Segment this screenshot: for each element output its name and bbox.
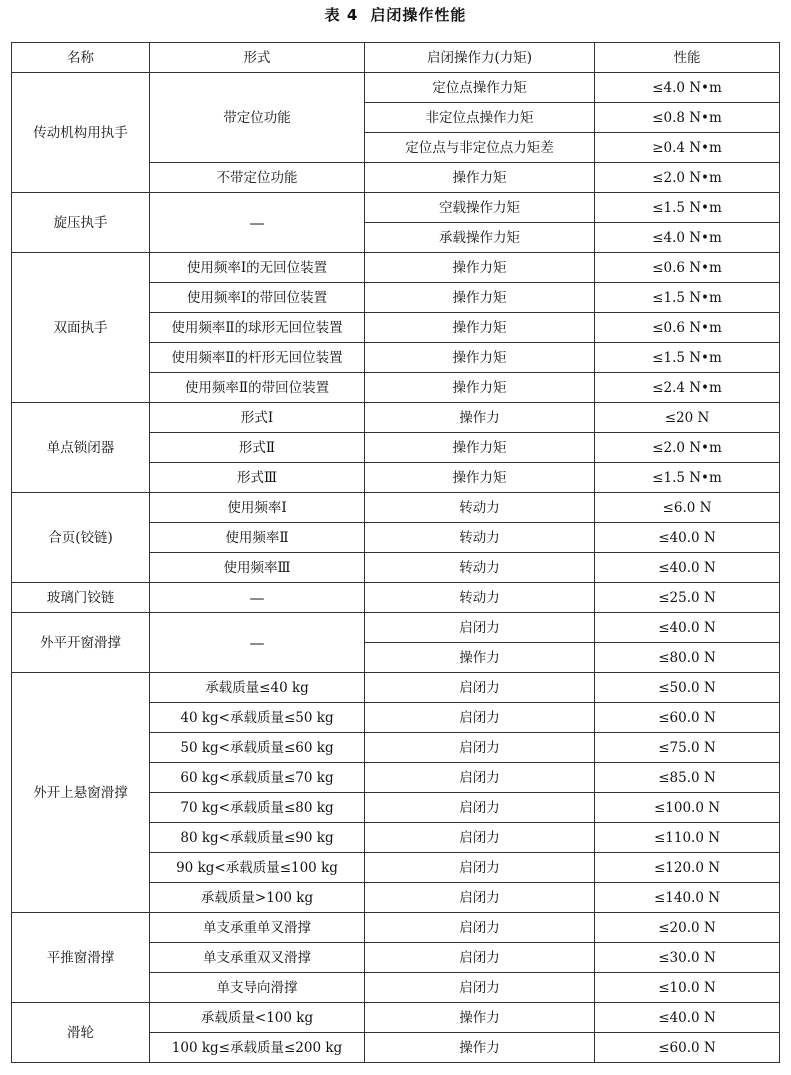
cell-force: 空载操作力矩: [365, 193, 595, 223]
header-force: 启闭操作力(力矩): [365, 43, 595, 73]
cell-force: 定位点与非定位点力矩差: [365, 133, 595, 163]
table-row: [12, 193, 780, 223]
cell-form: 不带定位功能: [150, 163, 365, 193]
cell-force: 操作力矩: [365, 253, 595, 283]
cell-form: 承载质量≤40 kg: [150, 673, 365, 703]
cell-performance: ≤10.0 N: [595, 973, 780, 1003]
cell-force: 启闭力: [365, 793, 595, 823]
cell-form: 使用频率Ⅲ: [150, 553, 365, 583]
header-name: 名称: [12, 43, 150, 73]
cell-performance: ≤4.0 N•m: [595, 73, 780, 103]
cell-name: 合页(铰链): [12, 493, 150, 583]
cell-force: 启闭力: [365, 733, 595, 763]
cell-performance: ≤60.0 N: [595, 703, 780, 733]
table-row: [12, 73, 780, 103]
cell-name: 外平开窗滑撑: [12, 613, 150, 673]
cell-force: 操作力矩: [365, 283, 595, 313]
table-row: [12, 583, 780, 613]
cell-performance: ≤0.6 N•m: [595, 253, 780, 283]
cell-form: 80 kg<承载质量≤90 kg: [150, 823, 365, 853]
cell-form: 70 kg<承载质量≤80 kg: [150, 793, 365, 823]
cell-performance: ≤40.0 N: [595, 553, 780, 583]
cell-performance: ≤40.0 N: [595, 613, 780, 643]
cell-form: 形式Ⅱ: [150, 433, 365, 463]
cell-force: 转动力: [365, 523, 595, 553]
cell-form: 带定位功能: [150, 73, 365, 163]
cell-name: 旋压执手: [12, 193, 150, 253]
table-row: [12, 673, 780, 703]
cell-form: 使用频率Ⅰ的带回位装置: [150, 283, 365, 313]
header-performance: 性能: [595, 43, 780, 73]
cell-force: 定位点操作力矩: [365, 73, 595, 103]
cell-force: 操作力矩: [365, 163, 595, 193]
cell-performance: ≤120.0 N: [595, 853, 780, 883]
cell-force: 启闭力: [365, 943, 595, 973]
cell-performance: ≤20 N: [595, 403, 780, 433]
cell-performance: ≤30.0 N: [595, 943, 780, 973]
cell-performance: ≤4.0 N•m: [595, 223, 780, 253]
cell-force: 启闭力: [365, 973, 595, 1003]
cell-name: 外开上悬窗滑撑: [12, 673, 150, 913]
cell-name: 平推窗滑撑: [12, 913, 150, 1003]
cell-force: 转动力: [365, 553, 595, 583]
cell-force: 承载操作力矩: [365, 223, 595, 253]
cell-name: 双面执手: [12, 253, 150, 403]
cell-form: 承载质量>100 kg: [150, 883, 365, 913]
cell-name: 玻璃门铰链: [12, 583, 150, 613]
cell-name: 单点锁闭器: [12, 403, 150, 493]
cell-force: 转动力: [365, 583, 595, 613]
cell-performance: ≤25.0 N: [595, 583, 780, 613]
cell-performance: ≤40.0 N: [595, 1003, 780, 1033]
cell-form: 形式Ⅲ: [150, 463, 365, 493]
table-body: [12, 73, 780, 1063]
cell-performance: ≤50.0 N: [595, 673, 780, 703]
cell-form: 形式Ⅰ: [150, 403, 365, 433]
table-row: [12, 613, 780, 643]
cell-performance: ≤60.0 N: [595, 1033, 780, 1063]
cell-performance: ≤110.0 N: [595, 823, 780, 853]
cell-force: 非定位点操作力矩: [365, 103, 595, 133]
cell-force: 启闭力: [365, 613, 595, 643]
cell-performance: ≤6.0 N: [595, 493, 780, 523]
cell-form: 40 kg<承载质量≤50 kg: [150, 703, 365, 733]
cell-performance: ≤1.5 N•m: [595, 193, 780, 223]
cell-performance: ≤85.0 N: [595, 763, 780, 793]
cell-form: 50 kg<承载质量≤60 kg: [150, 733, 365, 763]
table-title-text: 启闭操作性能: [370, 6, 467, 24]
operation-performance-table: [11, 42, 780, 1063]
cell-performance: ≤40.0 N: [595, 523, 780, 553]
cell-performance: ≤1.5 N•m: [595, 343, 780, 373]
cell-force: 操作力: [365, 1003, 595, 1033]
cell-performance: ≤2.4 N•m: [595, 373, 780, 403]
cell-force: 转动力: [365, 493, 595, 523]
cell-form: —: [150, 583, 365, 613]
cell-force: 启闭力: [365, 823, 595, 853]
cell-name: 传动机构用执手: [12, 73, 150, 193]
cell-force: 启闭力: [365, 853, 595, 883]
cell-performance: ≤0.6 N•m: [595, 313, 780, 343]
cell-performance: ≤20.0 N: [595, 913, 780, 943]
cell-force: 操作力: [365, 643, 595, 673]
cell-form: 使用频率Ⅰ: [150, 493, 365, 523]
cell-force: 操作力矩: [365, 343, 595, 373]
cell-force: 操作力矩: [365, 463, 595, 493]
cell-performance: ≤100.0 N: [595, 793, 780, 823]
cell-performance: ≥0.4 N•m: [595, 133, 780, 163]
table-row: [12, 1003, 780, 1033]
cell-name: 滑轮: [12, 1003, 150, 1063]
cell-force: 操作力矩: [365, 373, 595, 403]
table-row: [12, 913, 780, 943]
cell-force: 启闭力: [365, 763, 595, 793]
cell-form: 使用频率Ⅱ: [150, 523, 365, 553]
cell-form: 承载质量<100 kg: [150, 1003, 365, 1033]
cell-performance: ≤2.0 N•m: [595, 433, 780, 463]
cell-force: 启闭力: [365, 913, 595, 943]
cell-form: 单支承重单叉滑撑: [150, 913, 365, 943]
cell-force: 操作力矩: [365, 433, 595, 463]
table-row: [12, 493, 780, 523]
cell-force: 启闭力: [365, 883, 595, 913]
cell-form: 使用频率Ⅱ的带回位装置: [150, 373, 365, 403]
cell-performance: ≤1.5 N•m: [595, 283, 780, 313]
cell-force: 操作力矩: [365, 313, 595, 343]
cell-force: 启闭力: [365, 703, 595, 733]
cell-performance: ≤80.0 N: [595, 643, 780, 673]
cell-performance: ≤140.0 N: [595, 883, 780, 913]
table-title: [0, 4, 791, 25]
table-number: 表 4: [324, 6, 359, 24]
table-row: [12, 253, 780, 283]
cell-form: 使用频率Ⅰ的无回位装置: [150, 253, 365, 283]
cell-force: 操作力: [365, 403, 595, 433]
cell-form: 90 kg<承载质量≤100 kg: [150, 853, 365, 883]
cell-form: —: [150, 613, 365, 673]
cell-form: —: [150, 193, 365, 253]
cell-form: 100 kg≤承载质量≤200 kg: [150, 1033, 365, 1063]
cell-form: 单支承重双叉滑撑: [150, 943, 365, 973]
cell-performance: ≤0.8 N•m: [595, 103, 780, 133]
header-form: 形式: [150, 43, 365, 73]
cell-form: 60 kg<承载质量≤70 kg: [150, 763, 365, 793]
cell-form: 使用频率Ⅱ的杆形无回位装置: [150, 343, 365, 373]
cell-force: 操作力: [365, 1033, 595, 1063]
cell-form: 单支导向滑撑: [150, 973, 365, 1003]
cell-performance: ≤2.0 N•m: [595, 163, 780, 193]
cell-form: 使用频率Ⅱ的球形无回位装置: [150, 313, 365, 343]
cell-performance: ≤1.5 N•m: [595, 463, 780, 493]
cell-performance: ≤75.0 N: [595, 733, 780, 763]
cell-force: 启闭力: [365, 673, 595, 703]
table-row: [12, 403, 780, 433]
header-row: [12, 43, 780, 73]
